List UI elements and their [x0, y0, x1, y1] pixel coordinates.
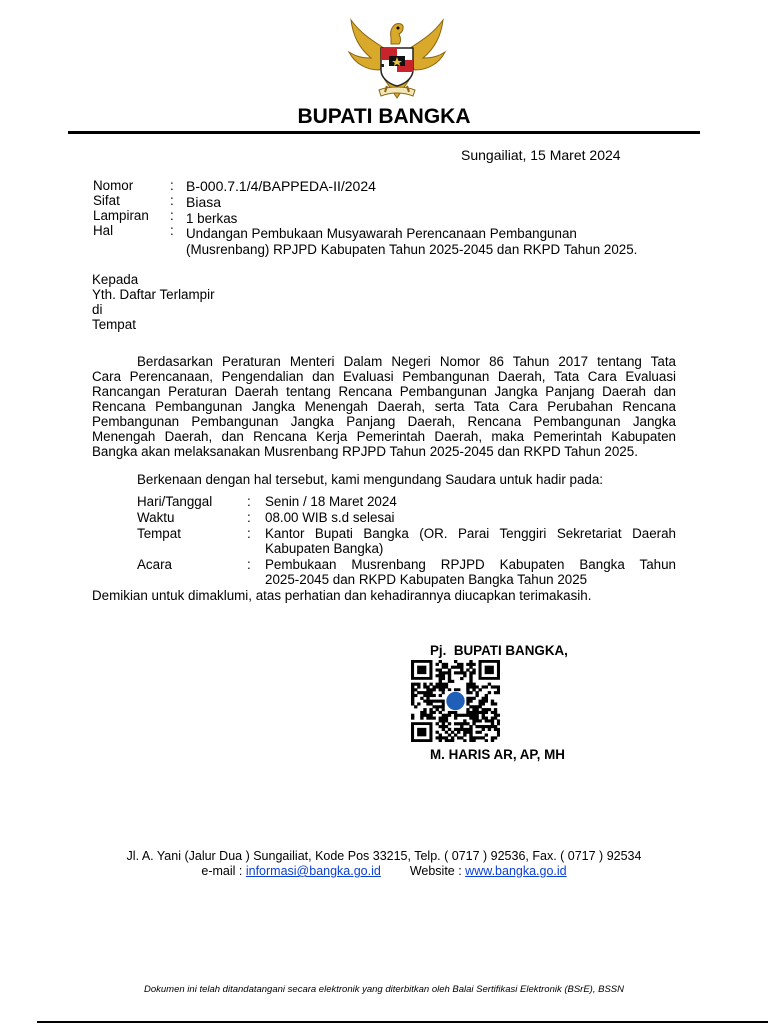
website-label: Website :: [409, 864, 462, 878]
closing-sentence: Demikian untuk dimaklumi, atas perhatian dan kehadirannya diucapkan terimakasih.: [92, 588, 592, 603]
colon: :: [170, 178, 174, 193]
website-link[interactable]: www.bangka.go.id: [465, 864, 567, 878]
hal-label: Hal: [93, 223, 114, 238]
acara-value-line-1: Pembukaan Musrenbang RPJPD Kabupaten Bangka Tahun: [265, 557, 676, 572]
colon: :: [170, 208, 174, 223]
recipient-line-1: Kepada: [92, 272, 139, 287]
footer-address: Jl. A. Yani (Jalur Dua ) Sungailiat, Kode Pos 33215, Telp. ( 0717 ) 92536, Fax. ( 0717 ) 92534: [126, 849, 642, 863]
letterhead-title: BUPATI BANGKA: [297, 105, 471, 128]
body-line: Pembangunan Pembangunan Jangka Panjang Daerah, Rencana Pembangunan Jangka: [92, 414, 676, 429]
body-line: Menengah Daerah, dan Rencana Kerja Pemerintah Daerah, maka Pemerintah Kabupaten: [92, 429, 676, 444]
tempat-value-line-2: Kabupaten Bangka): [265, 541, 384, 556]
body-line: Berdasarkan Peraturan Menteri Dalam Negeri Nomor 86 Tahun 2017 tentang Tata: [137, 354, 676, 369]
nomor-value: B-000.7.1/4/BAPPEDA-II/2024: [186, 178, 376, 194]
colon: :: [247, 510, 251, 525]
qr-logo-icon: [446, 692, 464, 710]
recipient-line-2: Yth. Daftar Terlampir: [92, 287, 215, 302]
footer-contact: [0, 864, 768, 878]
acara-value-line-2: 2025-2045 dan RKPD Kabupaten Bangka Tahun 2025: [265, 572, 588, 587]
signatory-title: Pj. BUPATI BANGKA,: [430, 643, 568, 658]
email-link[interactable]: informasi@bangka.go.id: [245, 864, 381, 878]
body-line: Bangka akan melaksanakan Musrenbang RPJPD Tahun 2025-2045 dan RKPD Tahun 2025.: [92, 444, 638, 459]
acara-label: Acara: [137, 557, 172, 572]
sifat-value: Biasa: [186, 194, 222, 210]
footer-rule: [37, 1021, 768, 1023]
signatory-name: M. HARIS AR, AP, MH: [430, 747, 565, 762]
hari-label: Hari/Tanggal: [137, 494, 213, 509]
hal-line-2: (Musrenbang) RPJPD Kabupaten Tahun 2025-2045 dan RKPD Tahun 2025.: [186, 242, 638, 257]
recipient-line-4: Tempat: [92, 317, 136, 332]
nomor-label: Nomor: [93, 178, 134, 193]
colon: :: [170, 223, 174, 238]
colon: :: [247, 557, 251, 572]
lampiran-value: 1 berkas: [186, 211, 238, 226]
esign-note: Dokumen ini telah ditandatangani secara elektronik yang diterbitkan oleh Balai Sertifikasi Elektronik (BSrE), BSSN: [144, 984, 624, 995]
header-rule: [68, 131, 700, 134]
tempat-value-line-1: Kantor Bupati Bangka (OR. Parai Tenggiri Sekretariat Daerah: [265, 526, 676, 541]
sifat-label: Sifat: [93, 193, 120, 208]
colon: :: [247, 526, 251, 541]
qr-code: [411, 660, 500, 742]
lampiran-label: Lampiran: [93, 208, 149, 223]
tempat-label: Tempat: [137, 526, 181, 541]
body-line: Rencana Pembangunan Jangka Menengah Daerah, serta Tata Cara Perubahan Rencana: [92, 399, 676, 414]
hal-line-1: Undangan Pembukaan Musyawarah Perencanaan Pembangunan: [186, 226, 577, 241]
garuda-emblem: [345, 14, 449, 106]
hari-value: Senin / 18 Maret 2024: [265, 494, 397, 509]
waktu-value: 08.00 WIB s.d selesai: [265, 510, 395, 525]
email-label: e-mail :: [201, 864, 243, 878]
body-line: Cara Perencanaan, Pengendalian dan Evaluasi Pembangunan Daerah, Tata Cara Evaluasi: [92, 369, 676, 384]
colon: :: [247, 494, 251, 509]
recipient-line-3: di: [92, 302, 103, 317]
body-line: Rancangan Peraturan Daerah tentang Rencana Pembangunan Jangka Panjang Daerah dan: [92, 384, 676, 399]
waktu-label: Waktu: [137, 510, 175, 525]
body-invitation: Berkenaan dengan hal tersebut, kami mengundang Saudara untuk hadir pada:: [137, 472, 604, 487]
place-date: Sungailiat, 15 Maret 2024: [461, 147, 621, 163]
colon: :: [170, 193, 174, 208]
